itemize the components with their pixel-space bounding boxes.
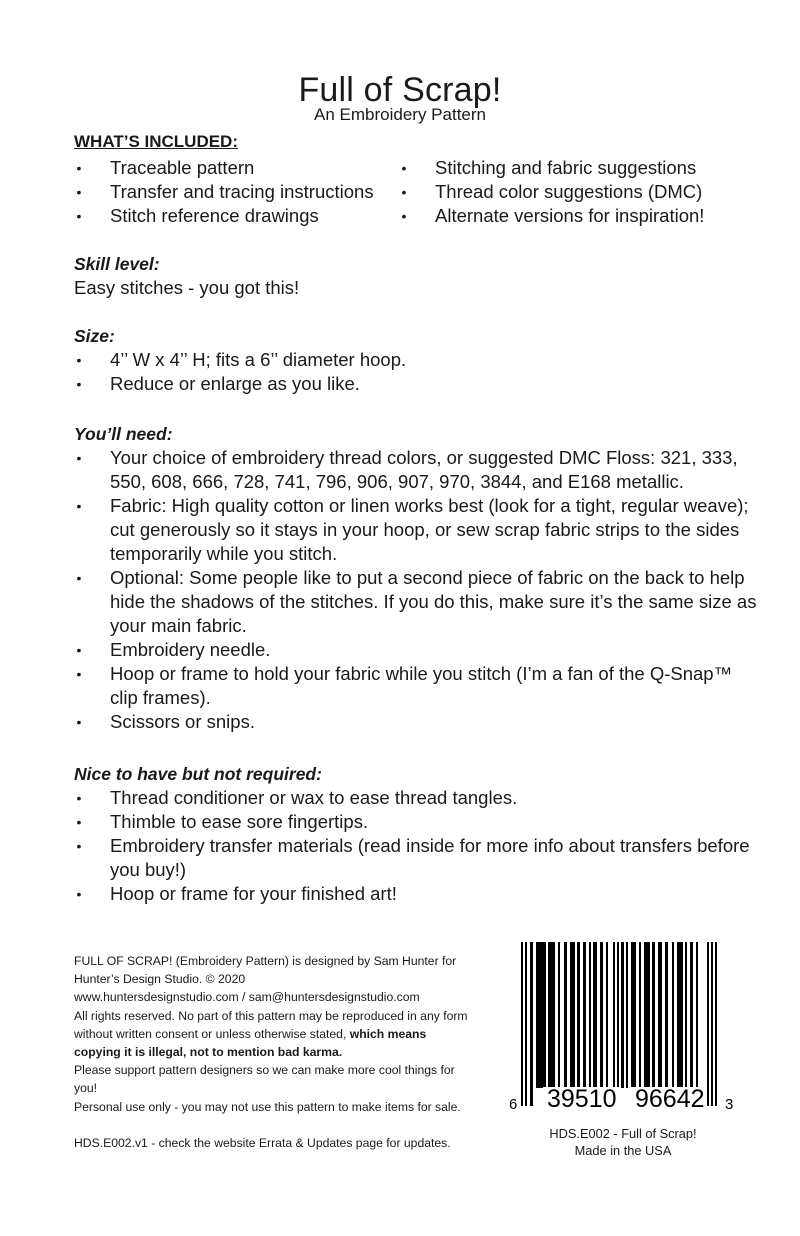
bullet-icon: • (76, 570, 82, 586)
list-item: • Alternate versions for inspiration! (399, 204, 704, 228)
size-heading: Size: (74, 326, 115, 346)
bullet-icon: • (76, 352, 82, 368)
barcode-bar (548, 942, 555, 1088)
barcode-bar (593, 942, 597, 1088)
barcode-bar (658, 942, 662, 1088)
barcode-bar (665, 942, 668, 1088)
size-section (74, 324, 764, 396)
list-item: • Transfer and tracing instructions (74, 180, 374, 204)
skill-level-heading: Skill level: (74, 254, 160, 274)
list-item: • Embroidery transfer materials (read inside for more info about transfers before you buy!) (74, 834, 764, 882)
included-list-left (74, 156, 374, 228)
list-item: • Scissors or snips. (74, 710, 764, 734)
barcode-bar (677, 942, 683, 1088)
list-item: • Embroidery needle. (74, 638, 764, 662)
list-item: • Hoop or frame to hold your fabric while you stitch (I’m a fan of the Q-Snap™ clip frames). (74, 662, 764, 710)
barcode-bar (644, 942, 650, 1088)
personal-use-note: Personal use only - you may not use this pattern to make items for sale. (74, 1099, 461, 1114)
list-item: • Thread conditioner or wax to ease thread tangles. (74, 786, 764, 810)
page-subtitle: An Embroidery Pattern (314, 105, 486, 124)
barcode-bar (525, 942, 527, 1106)
bullet-icon: • (401, 208, 407, 224)
rights-notice: All rights reserved. No part of this pattern may be reproduced in any form without written consent or unless otherwise stated, which means copying it is illegal, not to mention bad karma. (74, 1008, 468, 1060)
youll-need-section (74, 422, 764, 734)
bullet-icon: • (401, 184, 407, 200)
bullet-icon: • (76, 838, 82, 854)
barcode-bar (589, 942, 591, 1088)
barcode-bar (685, 942, 687, 1088)
barcode-bar (558, 942, 560, 1088)
barcode-bar (606, 942, 608, 1088)
bullet-icon: • (76, 642, 82, 658)
list-item: • Stitch reference drawings (74, 204, 374, 228)
barcode-bar (530, 942, 533, 1106)
bullet-icon: • (76, 714, 82, 730)
list-item: • 4’’ W x 4’’ H; fits a 6’’ diameter hoop. (74, 348, 764, 372)
barcode-bar (711, 942, 713, 1106)
barcode-bar (613, 942, 615, 1106)
barcode-bar (617, 942, 619, 1106)
skill-level-section (74, 252, 764, 300)
contact-links: www.huntersdesignstudio.com / sam@huntersdesignstudio.com (74, 990, 420, 1005)
bullet-icon: • (76, 814, 82, 830)
barcode-bar (570, 942, 575, 1088)
list-item: • Stitching and fabric suggestions (399, 156, 704, 180)
barcode-bar (583, 942, 586, 1088)
bullet-icon: • (76, 208, 82, 224)
barcode-group-right: 96642 (635, 1085, 705, 1113)
support-note: Please support pattern designers so we can make more cool things for you! (74, 1063, 455, 1096)
list-item: • Hoop or frame for your finished art! (74, 882, 764, 906)
barcode-bar (652, 942, 655, 1088)
barcode-bar (707, 942, 709, 1106)
copyright-block (74, 952, 474, 1152)
designer-credit: FULL OF SCRAP! (Embroidery Pattern) is designed by Sam Hunter for Hunter’s Design Studio. © 2020 (74, 954, 457, 987)
list-item: • Reduce or enlarge as you like. (74, 372, 764, 396)
barcode-bar (639, 942, 641, 1088)
bullet-icon: • (76, 498, 82, 514)
bullet-icon: • (76, 160, 82, 176)
bullet-icon: • (76, 886, 82, 902)
nice-to-have-heading: Nice to have but not required: (74, 764, 322, 784)
bullet-icon: • (76, 790, 82, 806)
barcode-group-left: 39510 (547, 1085, 617, 1113)
barcode-bar (672, 942, 674, 1088)
barcode-bar (521, 942, 523, 1106)
barcode-bar (536, 942, 546, 1088)
barcode-bar (715, 942, 717, 1106)
list-item: • Optional: Some people like to put a second piece of fabric on the back to help hide the shadows of the stitches. If you do this, make sure it’s the same size as your main fabric. (74, 566, 764, 638)
page-title: Full of Scrap! (298, 71, 502, 109)
skill-level-text: Easy stitches - you got this! (74, 277, 300, 298)
bullet-icon: • (76, 666, 82, 682)
barcode-bar (621, 942, 624, 1088)
bullet-icon: • (401, 160, 407, 176)
youll-need-heading: You’ll need: (74, 424, 173, 444)
whats-included-heading: WHAT’S INCLUDED: (74, 132, 238, 151)
bullet-icon: • (76, 184, 82, 200)
bullet-icon: • (76, 376, 82, 392)
list-item: • Traceable pattern (74, 156, 374, 180)
barcode-bar (577, 942, 580, 1088)
list-item: • Thimble to ease sore fingertips. (74, 810, 764, 834)
barcode-bar (631, 942, 636, 1088)
list-item: • Your choice of embroidery thread colors, or suggested DMC Floss: 321, 333, 550, 608, 666, 728, 741, 796, 906, 907, 970, 3844, and E168 metallic. (74, 446, 764, 494)
version-note: HDS.E002.v1 - check the website Errata & Updates page for updates. (74, 1135, 451, 1150)
barcode-bar (600, 942, 603, 1088)
nice-to-have-section (74, 762, 764, 906)
barcode-bar (696, 942, 698, 1088)
barcode-bar (564, 942, 567, 1088)
barcode-digit-first: 6 (509, 1096, 518, 1113)
list-item: • Fabric: High quality cotton or linen works best (look for a tight, regular weave); cut generously so it stays in your hoop, or sew scrap fabric strips to the sides temporarily while you stitch. (74, 494, 764, 566)
karma-warning: which means copying it is illegal, not to mention bad karma. (74, 1026, 427, 1060)
barcode-digit-last: 3 (725, 1096, 734, 1113)
list-item: • Thread color suggestions (DMC) (399, 180, 704, 204)
made-in-usa-caption: Made in the USA (574, 1143, 672, 1158)
included-list-right (399, 156, 704, 228)
product-code-caption: HDS.E002 - Full of Scrap! (549, 1126, 697, 1141)
upc-barcode (507, 940, 739, 1115)
barcode-bar (690, 942, 693, 1088)
barcode-bar (626, 942, 628, 1088)
bullet-icon: • (76, 450, 82, 466)
